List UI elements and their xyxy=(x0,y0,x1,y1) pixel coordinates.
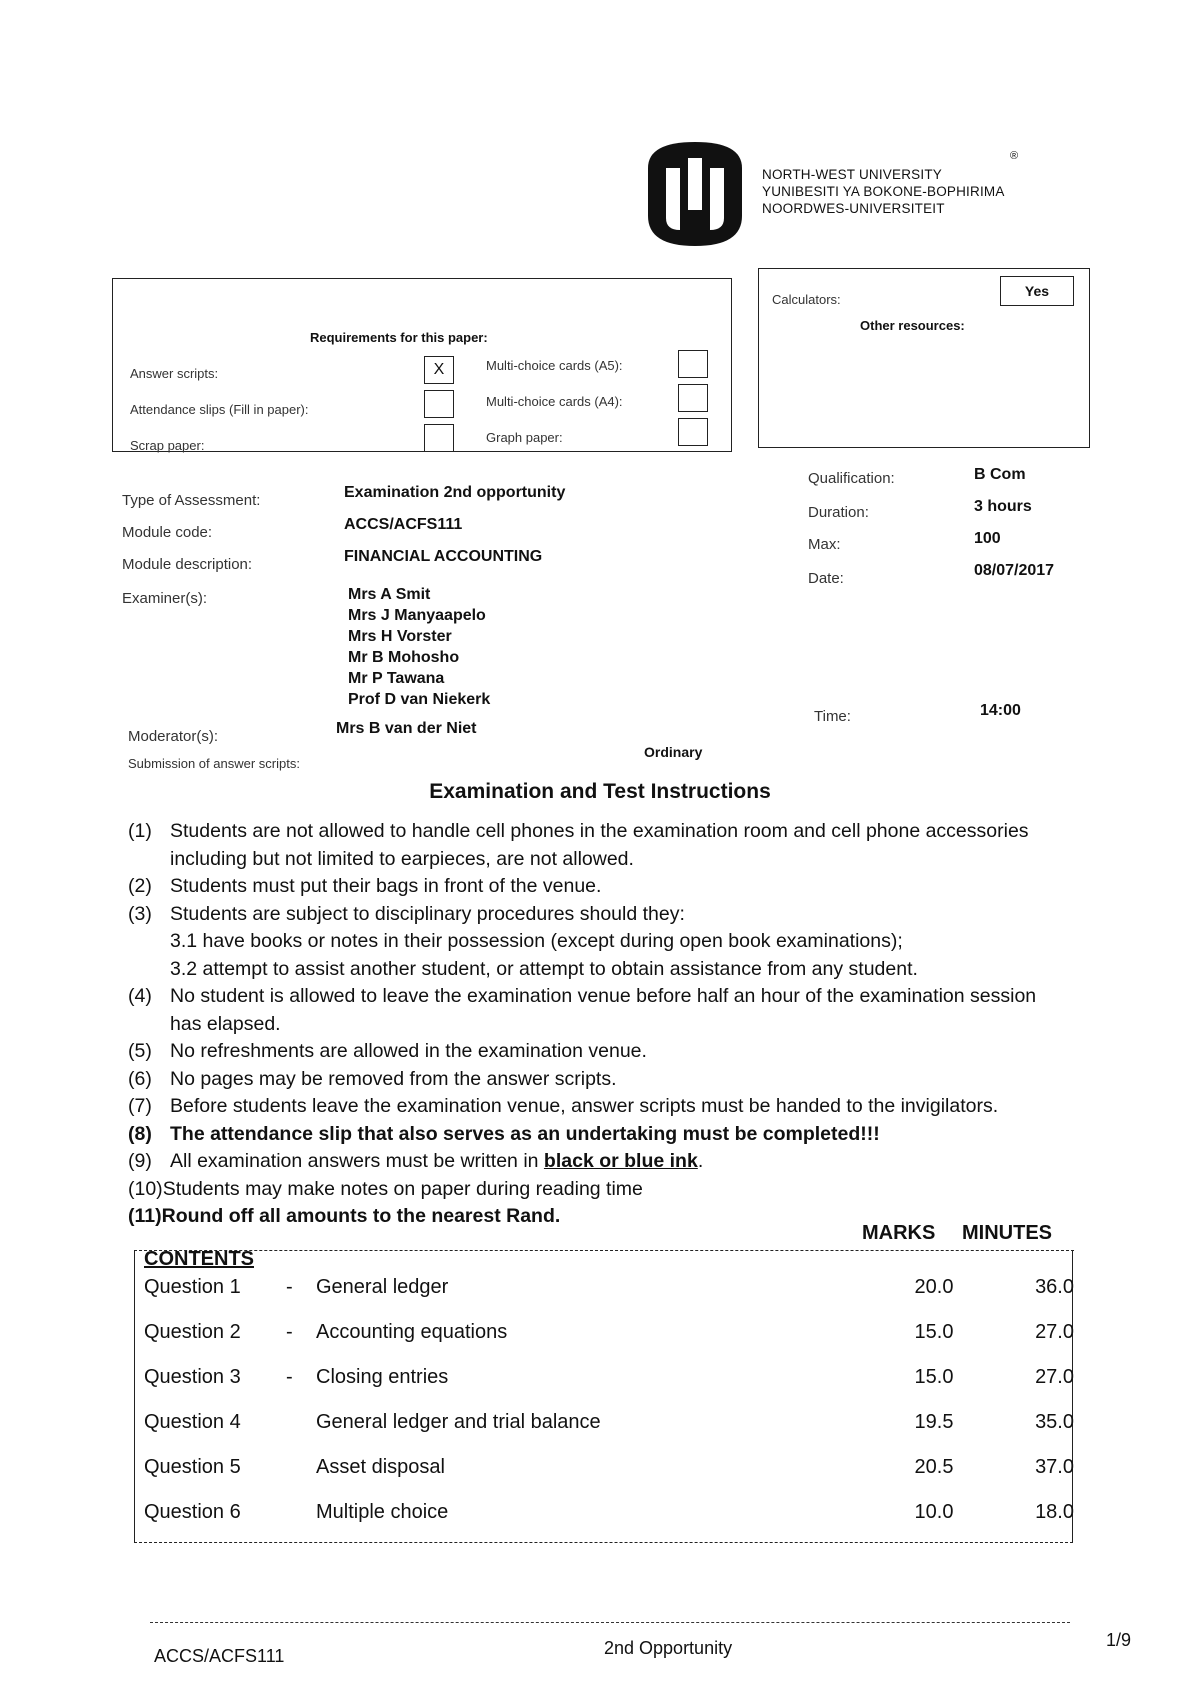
instructions-list xyxy=(128,818,1058,1231)
question-topic: General ledger and trial balance xyxy=(316,1411,601,1433)
graph-paper-checkbox[interactable] xyxy=(678,418,708,446)
question-label: Question 2 xyxy=(144,1321,241,1343)
submission-label: Submission of answer scripts: xyxy=(128,756,300,771)
moderators-value: Mrs B van der Niet xyxy=(336,720,477,737)
instruction-number: (8) xyxy=(128,1122,152,1145)
question-label: Question 1 xyxy=(144,1276,241,1298)
question-minutes: 36.0 xyxy=(1035,1276,1074,1298)
date-label: Date: xyxy=(808,570,844,587)
instruction-number: (2) xyxy=(128,875,152,897)
instruction-number: (6) xyxy=(128,1067,152,1090)
instruction-text: Before students leave the examination venue, answer scripts must be handed to the invigilators. xyxy=(170,1095,999,1117)
contents-row xyxy=(134,1501,1074,1541)
module-description-value: FINANCIAL ACCOUNTING xyxy=(344,548,543,565)
instruction-number: (9) xyxy=(128,1150,152,1172)
examiners-label: Examiner(s): xyxy=(122,590,208,607)
module-code-label: Module code: xyxy=(122,524,213,541)
mc-a4-checkbox[interactable] xyxy=(678,384,708,412)
instructions-title: Examination and Test Instructions xyxy=(429,780,771,803)
attendance-slips-checkbox[interactable] xyxy=(424,390,454,418)
instruction-text-pre: All examination answers must be written in xyxy=(170,1150,544,1172)
mc-a5-checkbox[interactable] xyxy=(678,350,708,378)
instruction-text xyxy=(170,1148,703,1176)
instruction-text: Round off all amounts to the nearest Rand. xyxy=(161,1205,561,1227)
submission-value: Ordinary xyxy=(644,744,703,760)
instruction-number: (5) xyxy=(128,1040,152,1062)
question-topic: Closing entries xyxy=(316,1366,449,1388)
university-name-af: NOORDWES-UNIVERSITEIT xyxy=(762,201,945,216)
instruction-item xyxy=(128,983,1058,1038)
instruction-item xyxy=(128,1148,1058,1176)
calculators-value: Yes xyxy=(1000,276,1074,306)
instruction-item xyxy=(128,901,1058,929)
date-value: 08/07/2017 xyxy=(974,562,1055,579)
instruction-text: No student is allowed to leave the examination venue before half an hour of the examination session has elapsed. xyxy=(170,985,1037,1035)
question-minutes: 27.0 xyxy=(1035,1366,1074,1388)
instruction-text: No pages may be removed from the answer scripts. xyxy=(170,1067,617,1090)
time-label: Time: xyxy=(814,708,851,725)
qualification-label: Qualification: xyxy=(808,470,895,487)
instruction-text: Students must put their bags in front of the venue. xyxy=(170,875,602,897)
question-topic: Multiple choice xyxy=(316,1501,449,1523)
scrap-paper-label: Scrap paper: xyxy=(130,438,205,453)
instruction-subitem: 3.1 have books or notes in their possession (except during open book examinations); xyxy=(170,930,903,952)
question-dash: - xyxy=(286,1321,293,1343)
question-marks: 20.5 xyxy=(914,1456,954,1478)
graph-paper-label: Graph paper: xyxy=(486,430,563,445)
question-marks: 20.0 xyxy=(914,1276,954,1298)
duration-value: 3 hours xyxy=(974,498,1032,515)
question-minutes: 37.0 xyxy=(1035,1456,1074,1478)
question-dash: - xyxy=(286,1276,293,1298)
moderators-label: Moderator(s): xyxy=(128,728,219,745)
mc-a4-label: Multi-choice cards (A4): xyxy=(486,394,623,409)
module-code-value: ACCS/ACFS111 xyxy=(344,516,463,533)
question-marks: 15.0 xyxy=(914,1321,954,1343)
question-marks: 15.0 xyxy=(914,1366,954,1388)
mc-a5-label: Multi-choice cards (A5): xyxy=(486,358,623,373)
university-name-en: NORTH-WEST UNIVERSITY xyxy=(762,167,942,182)
contents-table-top-rule xyxy=(134,1250,1074,1251)
examiner: Prof D van Niekerk xyxy=(348,691,491,708)
type-of-assessment-value: Examination 2nd opportunity xyxy=(344,484,566,501)
instruction-number: (1) xyxy=(128,820,152,842)
question-topic: Accounting equations xyxy=(316,1321,508,1343)
instruction-item xyxy=(128,818,1058,873)
instruction-text: The attendance slip that also serves as an undertaking must be completed!!! xyxy=(170,1122,880,1145)
other-resources-label: Other resources: xyxy=(860,318,965,333)
instruction-item xyxy=(128,1176,1058,1204)
question-marks: 10.0 xyxy=(914,1501,954,1523)
examiner: Mr P Tawana xyxy=(348,670,445,687)
question-topic: Asset disposal xyxy=(316,1456,445,1478)
university-name-tn: YUNIBESITI YA BOKONE-BOPHIRIMA xyxy=(762,184,1005,199)
question-minutes: 35.0 xyxy=(1035,1411,1074,1433)
examiner: Mr B Mohosho xyxy=(348,649,460,666)
footer-opportunity: 2nd Opportunity xyxy=(604,1638,733,1658)
question-dash: - xyxy=(286,1366,293,1388)
university-name xyxy=(762,166,1005,217)
max-label: Max: xyxy=(808,536,841,553)
calculators-label: Calculators: xyxy=(772,292,841,307)
type-of-assessment-label: Type of Assessment: xyxy=(122,492,261,509)
contents-header: CONTENTS xyxy=(144,1248,254,1270)
instruction-item xyxy=(128,873,1058,901)
footer-page-number: 1/9 xyxy=(1106,1630,1132,1650)
question-label: Question 5 xyxy=(144,1456,241,1478)
question-label: Question 6 xyxy=(144,1501,241,1523)
contents-row xyxy=(134,1321,1074,1361)
question-topic: General ledger xyxy=(316,1276,449,1298)
qualification-value: B Com xyxy=(974,466,1026,483)
instruction-item xyxy=(128,1093,1058,1121)
instruction-number: (7) xyxy=(128,1095,152,1117)
examiner: Mrs A Smit xyxy=(348,586,431,603)
instruction-number: (10) xyxy=(128,1177,163,1200)
scrap-paper-checkbox[interactable] xyxy=(424,424,454,452)
instruction-item xyxy=(128,1121,1058,1149)
footer-module-code: ACCS/ACFS111 xyxy=(154,1646,285,1666)
instruction-text-post: . xyxy=(697,1150,704,1172)
instruction-subitem: 3.2 attempt to assist another student, or attempt to obtain assistance from any student. xyxy=(170,957,918,980)
registered-mark: ® xyxy=(1010,150,1019,162)
contents-row xyxy=(134,1411,1074,1451)
requirements-title: Requirements for this paper: xyxy=(310,330,488,345)
university-logo xyxy=(640,138,750,250)
examiners-list xyxy=(348,584,490,710)
question-label: Question 3 xyxy=(144,1366,241,1388)
answer-scripts-checkbox[interactable]: X xyxy=(424,356,454,384)
contents-row xyxy=(134,1276,1074,1316)
module-description-label: Module description: xyxy=(122,556,253,573)
examiner: Mrs J Manyaapelo xyxy=(348,607,486,624)
contents-row xyxy=(134,1366,1074,1406)
instruction-number: (4) xyxy=(128,985,152,1007)
minutes-header: MINUTES xyxy=(962,1222,1052,1244)
answer-scripts-label: Answer scripts: xyxy=(130,366,219,381)
instruction-text: Students may make notes on paper during reading time xyxy=(162,1177,643,1200)
time-value: 14:00 xyxy=(980,702,1021,719)
instruction-text: Students are not allowed to handle cell phones in the examination room and cell phone accessories including but not limited to earpieces, are not allowed. xyxy=(170,820,1029,870)
instruction-number: (3) xyxy=(128,902,152,925)
instruction-number: (11) xyxy=(128,1205,162,1227)
question-marks: 19.5 xyxy=(914,1411,954,1433)
instruction-item xyxy=(128,1066,1058,1094)
instruction-item xyxy=(128,1038,1058,1066)
attendance-slips-label: Attendance slips (Fill in paper): xyxy=(130,402,309,417)
instruction-text: Students are subject to disciplinary procedures should they: xyxy=(170,902,685,925)
marks-header: MARKS xyxy=(862,1222,936,1244)
footer-rule xyxy=(150,1622,1070,1623)
examiner: Mrs H Vorster xyxy=(348,628,452,645)
requirements-box xyxy=(112,278,732,452)
max-value: 100 xyxy=(974,530,1001,547)
instruction-text: No refreshments are allowed in the examination venue. xyxy=(170,1040,647,1062)
question-minutes: 27.0 xyxy=(1035,1321,1074,1343)
duration-label: Duration: xyxy=(808,504,869,521)
question-label: Question 4 xyxy=(144,1411,241,1433)
contents-row xyxy=(134,1456,1074,1496)
instruction-emphasis: black or blue ink xyxy=(543,1150,698,1172)
question-minutes: 18.0 xyxy=(1035,1501,1074,1523)
